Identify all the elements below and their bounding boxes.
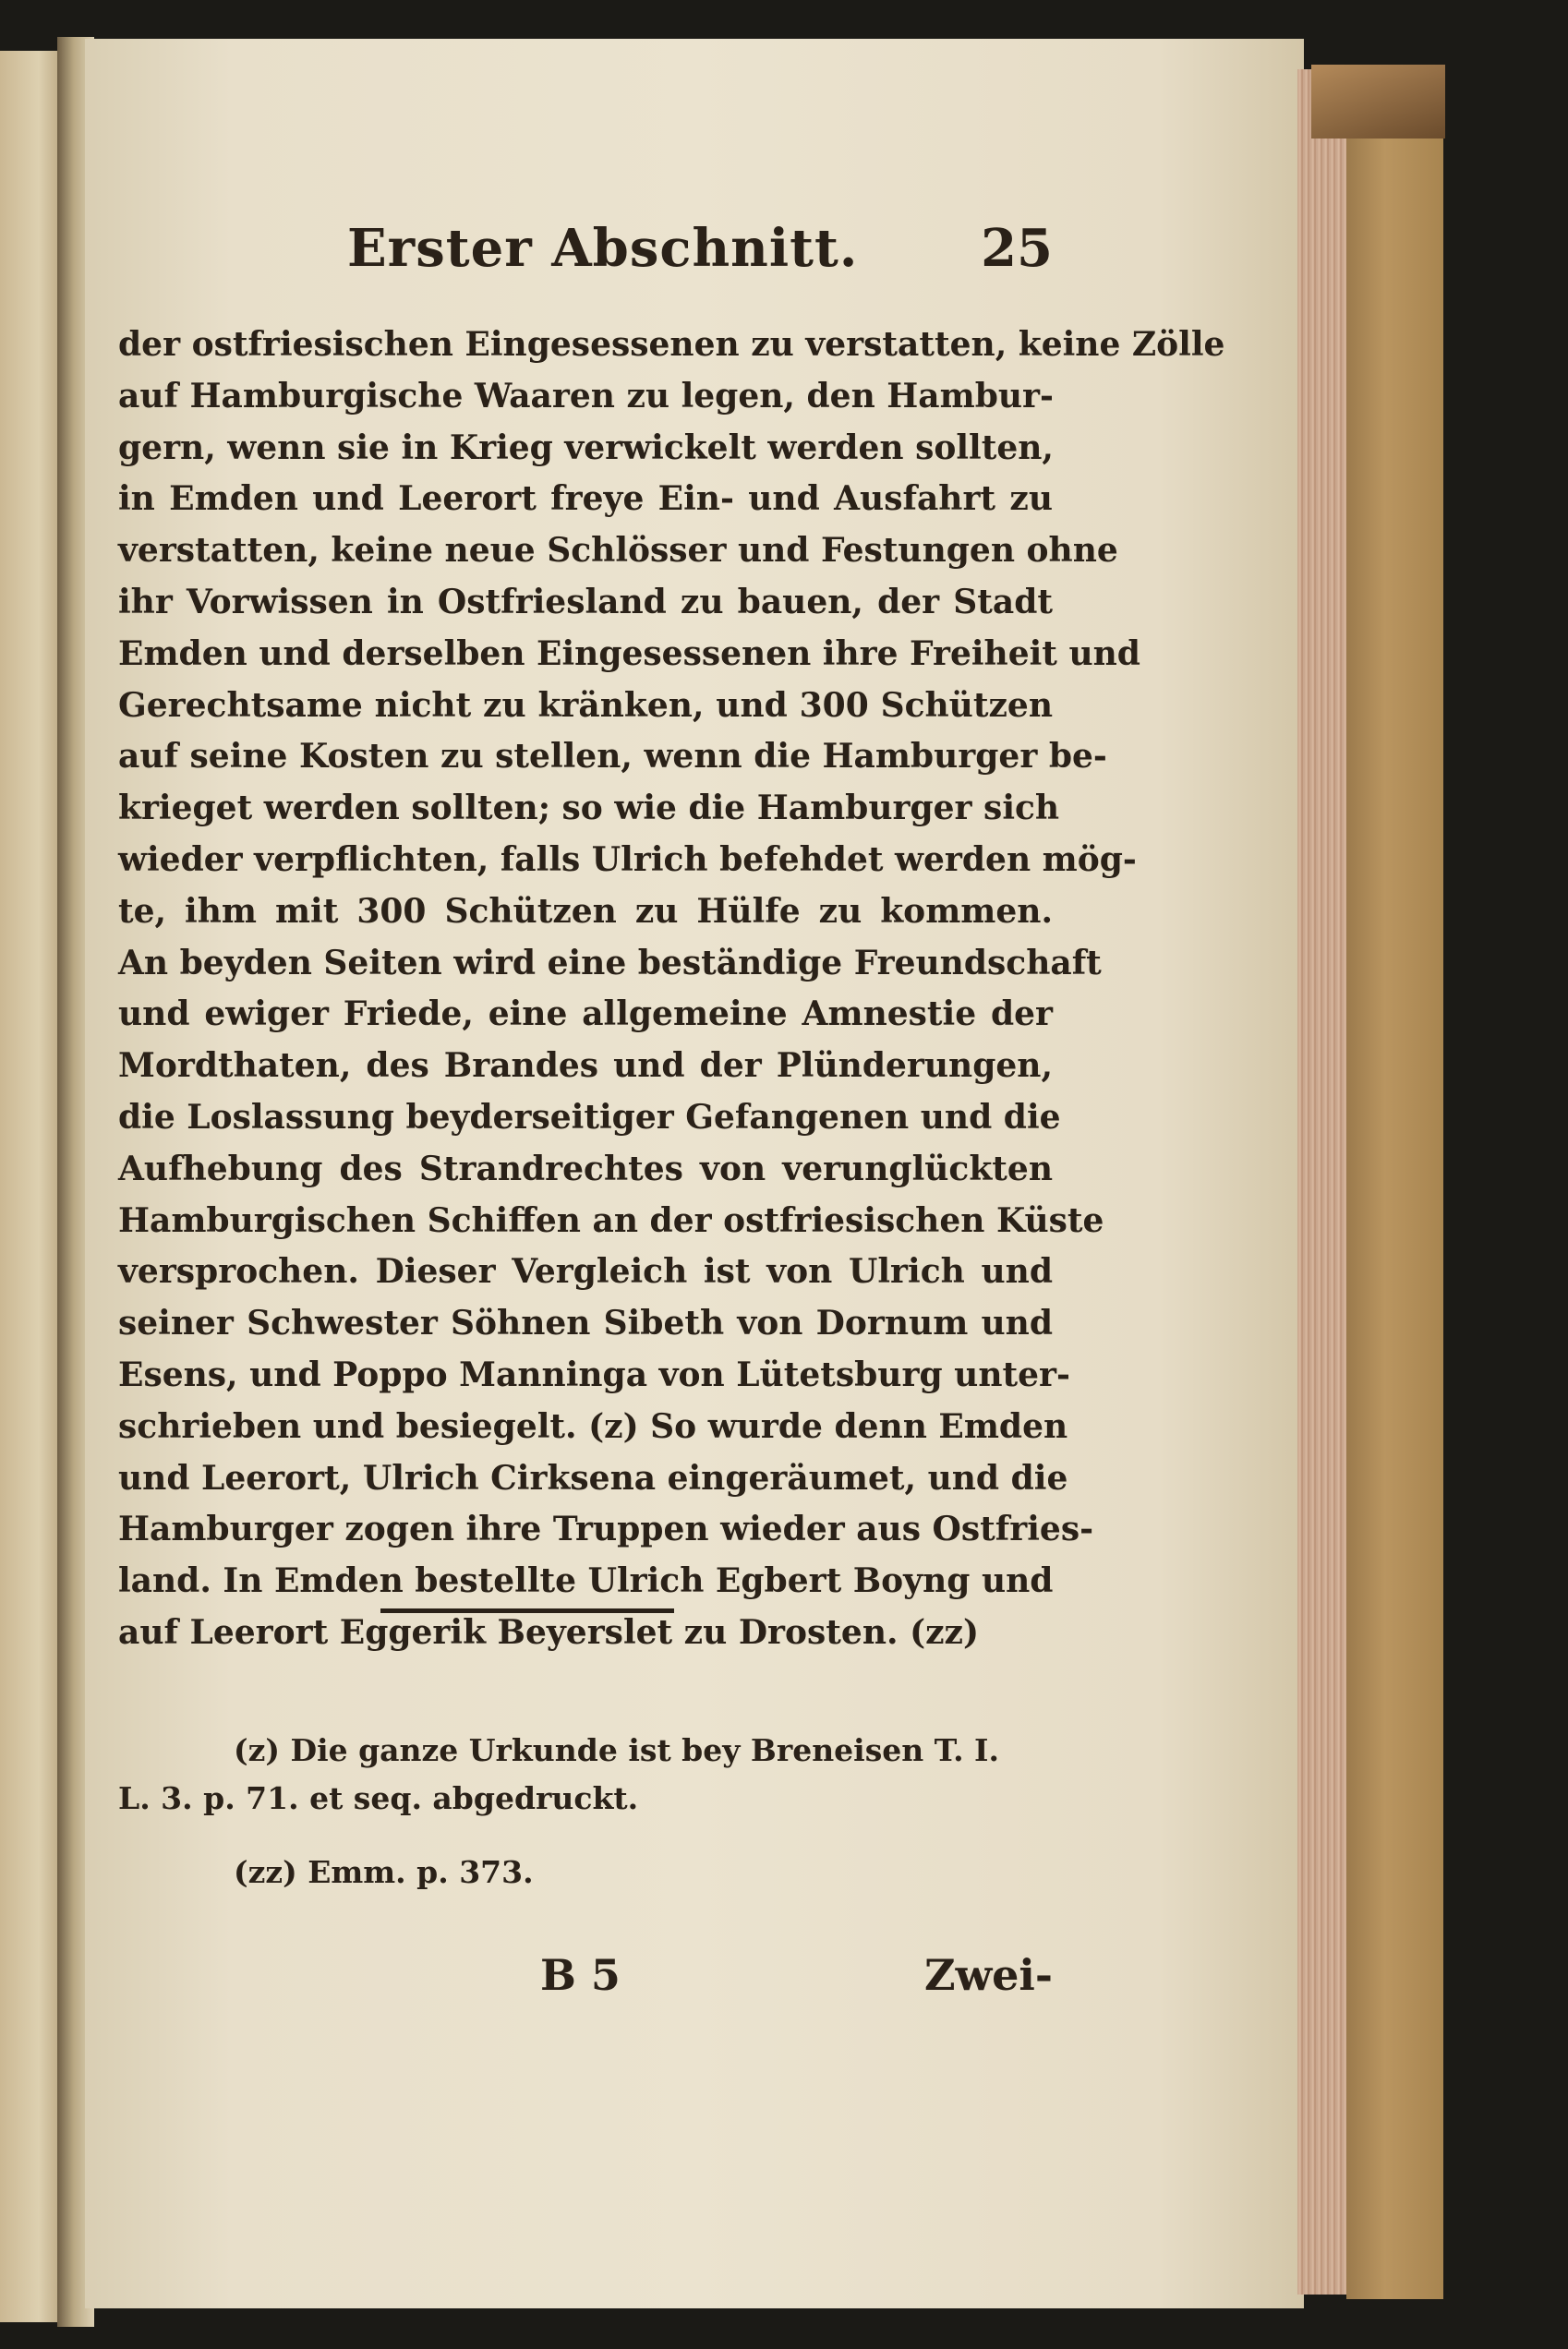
text-line: te, ihm mit 300 Schützen zu Hülfe zu kommen. (118, 891, 1053, 931)
text-line: und Leerort, Ulrich Cirksena eingeräumet, und die (118, 1458, 1068, 1498)
footnote-z-line1: (z) Die ganze Urkunde ist bey Breneisen T. I. (234, 1732, 999, 1768)
footnote-divider (380, 1608, 674, 1613)
running-head (118, 218, 1053, 292)
text-line: gern, wenn sie in Krieg verwickelt werden sollten, (118, 428, 1054, 467)
text-line: Hamburger zogen ihre Truppen wieder aus Ostfries- (118, 1510, 1094, 1549)
text-line: land. In Emden bestellte Ulrich Egbert Boyng und (118, 1561, 1054, 1601)
text-line: in Emden und Leerort freye Ein- und Ausfahrt zu (118, 479, 1053, 519)
book-cover-edge (1346, 65, 1443, 2299)
text-line: schrieben und besiegelt. (z) So wurde denn Emden (118, 1406, 1068, 1446)
left-page-edge (0, 51, 65, 2322)
text-line: verstatten, keine neue Schlösser und Festungen ohne (118, 531, 1118, 571)
text-line: versprochen. Dieser Vergleich ist von Ulrich und (118, 1252, 1053, 1292)
text-line: Hamburgischen Schiffen an der ostfriesischen Küste (118, 1200, 1104, 1240)
text-line: die Loslassung beyderseitiger Gefangenen und die (118, 1097, 1061, 1137)
page-edges (1297, 69, 1351, 2295)
text-line: der ostfriesischen Eingesessenen zu verstatten, keine Zölle (118, 325, 1225, 364)
text-line: auf Leerort Eggerik Beyerslet zu Drosten. (zz) (118, 1612, 980, 1652)
footnote-z-line2: L. 3. p. 71. et seq. abgedruckt. (118, 1780, 639, 1816)
text-line: Emden und derselben Eingesessenen ihre Freiheit und (118, 633, 1140, 673)
page-number: 25 (981, 218, 1053, 279)
signature-mark: B 5 (540, 1950, 621, 2000)
text-line: Mordthaten, des Brandes und der Plünderungen, (118, 1046, 1053, 1086)
text-line: krieget werden sollten; so wie die Hamburger sich (118, 789, 1060, 828)
body-text (118, 319, 1225, 1659)
text-line: wieder verpflichten, falls Ulrich befehdet werden mög- (118, 839, 1137, 879)
text-line: und ewiger Friede, eine allgemeine Amnestie der (118, 994, 1053, 1034)
section-title: Erster Abschnitt. (347, 218, 859, 279)
text-line: auf Hamburgische Waaren zu legen, den Hambur- (118, 376, 1054, 416)
book-cover-corner (1311, 65, 1445, 139)
text-line: seiner Schwester Söhnen Sibeth von Dornum und (118, 1304, 1053, 1343)
text-line: Aufhebung des Strandrechtes von verunglückten (118, 1149, 1053, 1188)
text-line: auf seine Kosten zu stellen, wenn die Hamburger be- (118, 737, 1107, 777)
footnote-zz: (zz) Emm. p. 373. (234, 1854, 534, 1890)
catchword: Zwei- (923, 1950, 1053, 2000)
text-line: Esens, und Poppo Manninga von Lütetsburg unter- (118, 1355, 1070, 1394)
text-line: Gerechtsame nicht zu kränken, und 300 Schützen (118, 685, 1053, 725)
text-line: ihr Vorwissen in Ostfriesland zu bauen, der Stadt (118, 582, 1053, 621)
text-line: An beyden Seiten wird eine beständige Freundschaft (118, 943, 1102, 982)
footnotes (118, 1727, 1053, 1897)
